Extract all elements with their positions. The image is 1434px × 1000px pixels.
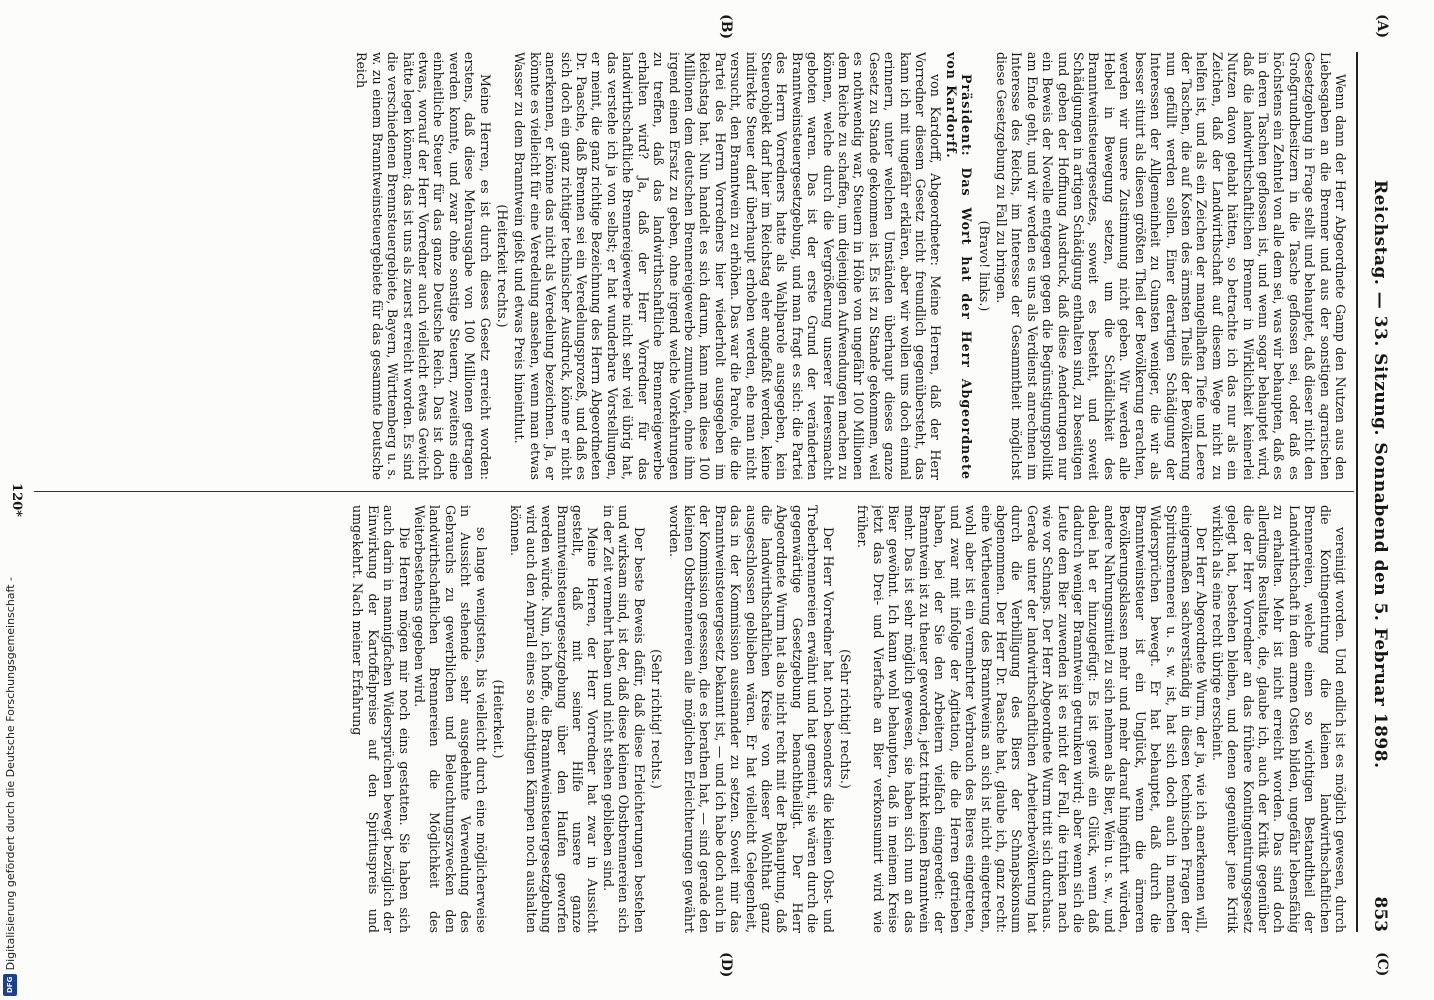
header-rule [1356,52,1358,932]
paragraph: Der Herr Vorredner hat noch besonders die kleinen Obst- und Treberbrennereien erwähnt und hat gemeint, sie wären durch die gegenwärtige Gesetzgebung benachtheiligt. Der Herr Abgeordnete Wurm hat also nicht recht mit der Behauptung, daß die landwirthschaftlichen Kreise von dieser Wohlthat ganz ausgeschlossen geblieben wären. Er hat vielleicht Gelegenheit, das in der Kommission auseinander zu setzen. Soweit mir das Branntweinsteuergesetz bekannt ist, — und ich habe doch auch in der Kommission gesessen, die es berathen hat, — sind gerade den kleinen Obstbrennereien alle möglichen Erleichterungen gewährt worden. [666,505,836,933]
paragraph: vereinigt worden. Und endlich ist es möglich gewesen, durch die Kontingentirung die kleinen landwirthschaftlichen Brennereien, welche einen so wichtigen Bestandtheil der Landwirthschaft in dem armen Osten bilden, ungefähr lebensfähig zu erhalten. Mehr ist nicht erreicht worden. Das sind doch allerdings Resultate, die, glaube ich, auch der Kritik gegenüber die der Herr Vorredner an das frühere Kontingentirungsgesetz gelegt hat, bestehen bleiben, und denen gegenüber jene Kritik wirklich als eine recht übrige erscheint. [1209,505,1348,933]
paragraph: Meine Herren, der Herr Vorredner hat zwar in Aussicht gestellt, daß mit seiner Hilfe unsere ganze Branntweinsteuergesetzgebung über den Haufen geworfen werden würde. Nun, ich hoffe, die Branntweinsteuergesetzgebung wird auch den Anprall eines so mächtigen Kämpen noch aushalten können. [508,505,601,933]
marker-a: (A) [1374,14,1390,39]
paragraph: von Kardorff, Abgeordneter: Meine Herren, daß der Herr Vorredner diesem Gesetz nicht freundlich gegenübersteht, das kann ich mit ungefähr erklären, aber wir wollen uns doch einmal erinnern, unter welchen Umständen überhaupt dieses ganze Gesetz zu Stande gekommen ist. Es ist zu Stande gekommen, weil es nothwendig war, Steuern in Höhe von ungefähr 100 Millionen dem Reiche zu schaffen, um diejenigen Aufwendungen machen zu können, welche durch die Vergrößerung unserer Heeresmacht geboten waren. Das ist der erste Grund der veränderten Branntweinsteuergesetzgebung, und man fragt es sich: die Partei des Herrn Vorredners hatte als Wahlparole ausgegeben, kein Steuerobjekt darf hier im Reichstag eher angefaßt werden, keine indirekte Steuer darf überhaupt erhoben werden, ehe man nicht versucht, den Branntwein zu erhöhen. Das war die Parole, die die Partei des Herrn Vorredners hier wiederholt ausgegeben im Reichstag hat. Nun handelt es sich darum, kann man diese 100 Millionen dem deutschen Brennereigewerbe zumuthen, ohne ihm irgend einen Ersatz zu geben, ohne irgend welche Vorkehrungen zu treffen, daß das landwirthschaftliche Brennereigewerbe erhalten wird? Ja, daß der Herr Vorredner für das landwirthschaftliche Brennereigewerbe nicht sehr viel übrig hat, das verstehe ich ja von selbst; er hat wunderbare Vorstellungen, er meint, die ganz richtige Bezeichnung des Herrn Abgeordneten Dr. Paasche, daß Brennen sei ein Veredelungsprozeß, und daß es sich doch ein ganz richtiger technischer Ausdruck, könne er nicht anerkennen, er könne das nicht als Veredelung bezeichnen. Ja, er könnte es vielleicht für eine Veredelung ansehen, wenn man etwas Wasser zu dem Branntwein gießt und etwas Preis hineinthut. [512,52,944,480]
interjection: (Sehr richtig! rechts.) [838,649,853,789]
paragraph: Meine Herren, es ist durch dieses Gesetz erreicht worden: erstens, daß diese Mehrausgabe von 100 Millionen getragen werden konnte, und zwar ohne sonstige Steuern, zweitens eine einheitliche Steuer für das ganze Deutsche Reich. Das ist doch etwas, worauf der Herr Vorredner auch vielleicht etwas Gewicht hätte legen können; das ist uns als zuerst erreicht worden. Es sind die verschiedenen Brennsteuergebiete, Bayern, Württemberg u. s. w. zu einem Branntweinsteuergebiete für das gesammte Deutsche Reich [354,52,493,480]
dfg-logo-icon: DFG [3,974,17,996]
marker-c: (C) [1374,952,1390,977]
marker-d: (D) [718,952,734,978]
paragraph: Die Herren mögen mir noch eins gestatten. Sie haben sich auch darin in mannigfachen Widersprüchen bewegt bezüglich der Einwirkung der Kartoffelpreise auf den Spirituspreis und umgekehrt. Nach meiner Erfahrung [350,505,412,933]
marker-b: (B) [718,14,734,40]
interjection: (Sehr richtig! rechts.) [649,649,665,789]
left-column [28,52,1348,480]
footer-text: Digitalisierung gefördert durch die Deutsche Forschungsgemeinschaft - [4,576,17,970]
interjection: (Bravo! links.) [976,220,992,312]
paragraph: Wenn dann der Herr Abgeordnete Gamp den Nutzen aus den Liebesgaben an die Brenner und aus der sonstigen agrarischen Gesetzgebung in Frage stellt und behauptet, daß dieser nicht den Großgrundbesitzern in die Tasche geflossen sei, oder daß es höchstens ein Zehntel von alle dem sei, was wir behaupten, daß es in deren Taschen geflossen ist, und wenn sogar behauptet wird, daß die landwirthschaftlichen Brenner in Wirklichkeit keinerlei Nutzen davon gehabt hätten, so betrachte ich das nur als ein Zeichen, daß der Landwirthschaft auf diesem Wege nicht zu helfen ist, und als ein Zeichen der mangelhaften Tiefe und Leere der Taschen, die auf Kosten des ärmsten Theils der Bevölkerung nun gefüllt werden sollen. Einer derartigen Schädigung der Interessen der Allgemeinheit zu Gunsten weniger, die wir als besser situirt als diesen größten Theil der Bevölkerung erachten, werden wir unsere Zustimmung nicht geben. Wir werden alle Hebel in Bewegung setzen, um die Schädlichkeit des Branntweinsteuergesetzes, soweit es besteht, und soweit Schädigungen in artigen Schädigung enthalten sind, zu beseitigen und geben der Hoffnung Ausdruck, daß diese Aenderungen nur ein Beweis der Novelle entgegen gegen die Begünstigungspolitik am Ende geht, und wir werden es uns als Verdienst anrechnen im Interesse des Reichs, im Interesse der Gesammtheit möglichst diese Gesetzgebung zu Fall zu bringen. [994,52,1348,480]
right-column [28,505,1348,933]
page-header [1362,52,1398,932]
interjection: (Heiterkeit rechts.) [495,204,511,328]
signature-mark: 120* [9,483,24,517]
paragraph: so lange wenigstens, bis vielleicht durch eine möglicherweise in Aussicht stehende sehr ausgedehnte Verwendung des Gebrauchs zu gewerblichen und Beleuchtungszwecken den landwirthschaftlichen Brennereien die Möglichkeit des Weiterbestehens gegeben wird. [412,505,489,933]
paragraph: Der Herr Abgeordnete Wurm, der ja, wie ich anerkennen will, einigermaßen sachverständig in diesen technischen Fragen der Spiritusbrennerei u. s. w. ist, hat sich doch auch in manchen Widersprüchen bewegt. Er hat behauptet, daß durch die Branntweinsteuer ist ein Unglück, wenn die ärmeren Bevölkerungsklassen mehr und mehr darauf hingeführt würden, andere Nahrungsmittel zu sich nehmen als Bier, Wein u. s. w., und dabei hat er hinzugefügt: Es ist gewiß ein Glück, wenn daß dadurch weniger Branntwein getrunken wird; aber wenn sich die Leute dem Bier zuwenden ist es nicht der Fall, die trinken nach wie vor Schnaps. Der Herr Abgeordnete Wurm tritt sich durchaus. Gerade unter der landwirthschaftlichen Arbeiterbevölkerung hat durch die Verbilligung des Biers der Schnapskonsum abgenommen. Der Herr Dr. Paasche hat, glaube ich, ganz recht: eine Vertheuerung des Branntweins an sich ist nicht eingetreten, wohl aber ist ein vermehrter Verbrauch des Bieres eingetreten, und zwar mit infolge der Agitation, die die Herren getrieben haben, bei der Sie den Arbeitern vielfach eingeredet: der Branntwein ist zu theuer geworden, jetzt trinkt keinen Branntwein mehr. Das ist sehr möglich gewesen, sie haben sich nun an das Bier gewöhnt. Ich kann wohl behaupten, daß in meinem Kreise jetzt das Drei- und Vierfache an Bier verkonsumirt wird wie früher. [855,505,1210,933]
interjection: (Heiterkeit.) [491,679,507,759]
paragraph: Der beste Beweis dafür, daß diese Erleichterungen bestehen und wirksam sind, ist der, daß diese kleinen Obstbrennereien sich in der Zeit vermehrt haben und nicht stehen geblieben sind. [600,505,647,933]
header-title: Reichstag. — 33. Sitzung. Sonnabend den 5. Februar 1898. [1370,179,1390,769]
speaker-line: Präsident: Das Wort hat der Herr Abgeordnete von Kardorff. [943,52,975,480]
column-divider [34,491,1354,492]
page-number: 853 [1370,896,1390,932]
footer [1,530,19,1000]
